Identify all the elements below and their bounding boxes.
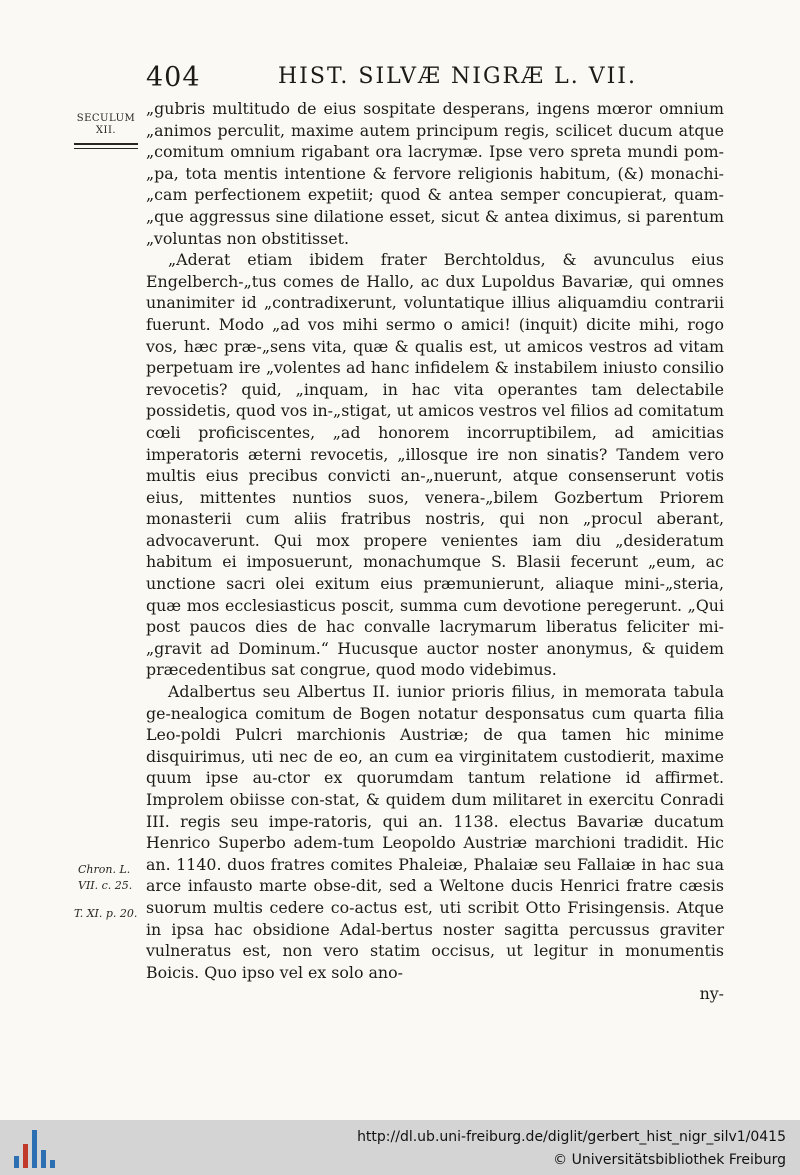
page-number: 404: [146, 62, 201, 93]
copyright: © Universitätsbibliothek Freiburg: [553, 1152, 786, 1168]
library-logo-icon: [14, 1128, 58, 1168]
margin-rule: [74, 143, 138, 149]
margin-note-chron-line1: Chron. L.: [78, 863, 131, 876]
catchword: ny-: [699, 984, 724, 1004]
margin-note-tom: T. XI. p. 20.: [74, 907, 138, 920]
running-title: HIST. SILVÆ NIGRÆ L. VII.: [278, 64, 637, 89]
margin-seculum-label: SECULUM: [76, 113, 136, 124]
body-text: [146, 98, 724, 1005]
paragraph-2: „Aderat etiam ibidem frater Berchtoldus, & avunculus eius Engelberch-„tus comes de Hallo, ac dux Lupoldus Bavariæ, qui omnes unanimiter id „contradixerunt, voluntatique illius aliquamdiu contrarii fuerunt. Modo „ad vos mihi sermo o amici! (inquit) dicite mihi, rogo vos, hæc præ-„sens vita, quæ & qualis est, ut amicos vestros ad vitam perpetuam ire „volentes ad hanc infidelem & instabilem iniusto consilio revocetis? quid, „inquam, in hac vita operantes tam delectabile possidetis, quod vos in-„stigat, ut amicos vestros vel filios ad comitatum cœli proficiscentes, „ad honorem incorruptibilem, ad amicitias imperatoris æterni revocetis, „illosque ire non sinatis? Tandem vero multis eius precibus convicti an-„nuerunt, atque consenserunt votis eius, mittentes nuntios suos, venera-„bilem Gozbertum Priorem monasterii cum aliis fratribus nostris, qui non „procul aberant, advocaverunt. Qui mox propere venientes iam diu „desideratum habitum ei imposuerunt, monachumque S. Blasii fecerunt „eum, ac unctione sacri olei exitum eius præmunierunt, aliaque mini-„steria, quæ mos ecclesiasticus poscit, summa cum devotione peregerunt. „Qui post paucos dies de hac convalle lacrymarum liberatus feliciter mi-„gravit ad Dominum.“ Hucusque auctor noster anonymus, & quidem præcedentibus sat congrue, quod modo videbimus.: [146, 250, 724, 680]
paragraph-1: „gubris multitudo de eius sospitate desperans, ingens mœror omnium „animos perculit, maxime autem principum regis, scilicet ducum atque „comitum omnium rigabant ora lacrymæ. Ipse vero spreta mundi pom-„pa, tota mentis intentione & fervore religionis habitum, (&) monachi-„cam perfectionem expetiit; quod & antea semper concupierat, quam-„que aggressus sine dilatione esset, sicut & antea diximus, si parentum „voluntas non obstitisset.: [146, 99, 724, 248]
margin-seculum-number: XII.: [95, 125, 117, 136]
viewer-footer: [0, 1120, 800, 1175]
margin-note-chron: [78, 862, 132, 894]
margin-seculum: [74, 113, 138, 149]
paragraph-3: Adalbertus seu Albertus II. iunior prioris filius, in memorata tabula ge-nealogica comitum de Bogen notatur desponsatus cum quarta filia Leo-poldi Pulcri marchionis Austriæ; de qua tamen hic minime disquirimus, uti nec de eo, an cum ea virginitatem custodierit, maxime quum ipse au-ctor ex quorumdam tantum relatione id affirmet. Improlem obiisse con-stat, & quidem dum militaret in exercitu Conradi III. regis seu impe-ratoris, qui an. 1138. electus Bavariæ ducatum Henrico Superbo adem-tum Leopoldo Austriæ marchioni tradidit. Hic an. 1140. duos fratres comites Phaleiæ, Phalaiæ seu Fallaiæ in hac sua arce infausto marte obse-dit, sed a Weltone ducis Henrici fratre cæsis suorum multis cedere co-actus est, uti scribit Otto Frisingensis. Atque in ipsa hac obsidione Adal-bertus noster sagitta percussus graviter vulneratus est, non vero statim occisus, ut legitur in monumentis Boicis. Quo ipso vel ex solo ano-: [146, 682, 724, 982]
source-url[interactable]: http://dl.ub.uni-freiburg.de/diglit/gerbert_hist_nigr_silv1/0415: [357, 1129, 786, 1145]
margin-note-chron-line2: VII. c. 25.: [78, 879, 133, 892]
